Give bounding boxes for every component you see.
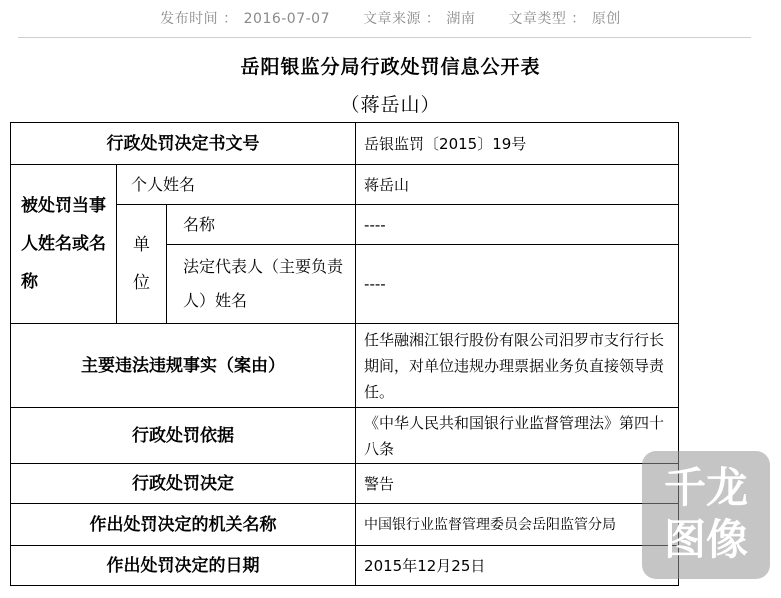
basis-value: 《中华人民共和国银行业监督管理法》第四十八条: [356, 408, 679, 464]
date-label: 作出处罚决定的日期: [11, 546, 356, 586]
publish-time-label: 发布时间 ：: [160, 11, 238, 27]
table-row: [11, 504, 679, 546]
facts-value: 任华融湘江银行股份有限公司汨罗市支行行长期间，对单位违规办理票据业务负直接领导责任。: [356, 324, 679, 408]
legal-rep-value: ----: [356, 245, 679, 324]
individual-value: 蒋岳山: [356, 165, 679, 205]
table-row: [11, 165, 679, 205]
divider: [18, 37, 751, 38]
party-label: 被处罚当事人姓名或名称: [11, 165, 117, 324]
legal-rep-label: 法定代表人（主要负责人）姓名: [167, 245, 356, 324]
source-label: 文章来源 ：: [362, 11, 441, 27]
type-label: 文章类型 ：: [508, 11, 586, 27]
doc-number-label: 行政处罚决定书文号: [11, 123, 356, 165]
decision-value: 警告: [356, 464, 679, 504]
doc-number-value: 岳银监罚〔2015〕19号: [356, 123, 679, 165]
authority-value: 中国银行业监督管理委员会岳阳监管分局: [356, 504, 679, 546]
page-title: 岳阳银监分局行政处罚信息公开表: [240, 56, 541, 78]
authority-label: 作出处罚决定的机关名称: [11, 504, 356, 546]
page-subtitle: （蒋岳山）: [340, 94, 441, 116]
publish-time-value: 2016-07-07: [243, 11, 330, 27]
penalty-info-table: [10, 122, 679, 586]
watermark-line-1: 千龙: [663, 463, 748, 512]
facts-label: 主要违法违规事实（案由）: [11, 324, 356, 408]
unit-name-label: 名称: [167, 205, 356, 245]
table-row: [11, 123, 679, 165]
table-row: [11, 324, 679, 408]
unit-label: 单位: [117, 205, 167, 324]
watermark-logo: [642, 451, 770, 579]
watermark-line-2: 图像: [663, 515, 748, 564]
table-row: [11, 408, 679, 464]
basis-label: 行政处罚依据: [11, 408, 356, 464]
unit-name-value: ----: [356, 205, 679, 245]
article-meta: [0, 8, 781, 28]
table-row: [11, 546, 679, 586]
individual-label: 个人姓名: [117, 165, 356, 205]
date-value: 2015年12月25日: [356, 546, 679, 586]
type-value: 原创: [591, 11, 621, 27]
table-row: [11, 464, 679, 504]
decision-label: 行政处罚决定: [11, 464, 356, 504]
source-value: 湖南: [446, 11, 476, 27]
